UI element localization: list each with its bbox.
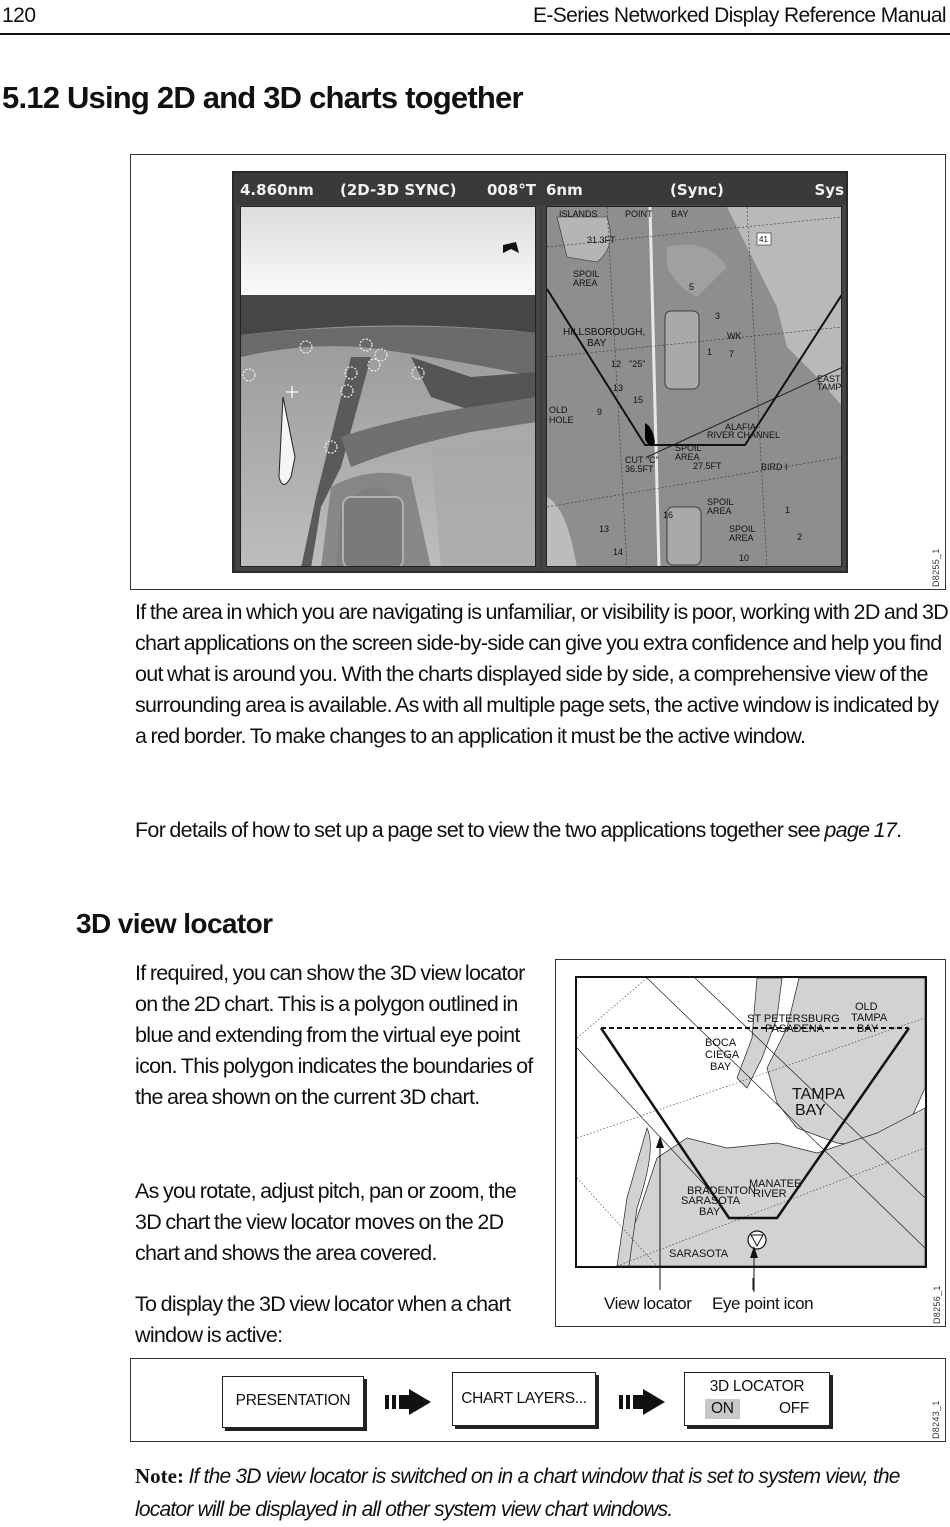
svg-text:"25": "25"	[629, 359, 646, 369]
svg-text:TAMP: TAMP	[817, 382, 842, 392]
label-boca: BOCA	[705, 1037, 737, 1049]
svg-text:15: 15	[633, 395, 644, 405]
display-screenshot	[232, 171, 848, 573]
pane-3d-status-bar	[236, 175, 540, 205]
svg-text:WK: WK	[727, 331, 742, 341]
label-pasadena: PASADENA	[765, 1023, 825, 1035]
svg-text:12: 12	[611, 359, 622, 369]
3d-locator-toggle-softkey[interactable]	[684, 1372, 830, 1426]
svg-text:3: 3	[715, 311, 721, 321]
figure-code: D8255_1	[931, 548, 941, 587]
svg-text:10: 10	[739, 553, 750, 563]
svg-text:36.5FT: 36.5FT	[625, 464, 654, 474]
label-sarasota-bay: SARASOTA	[681, 1195, 741, 1207]
route-marker-41: 41	[759, 235, 768, 244]
label-sarasota: SARASOTA	[669, 1248, 729, 1260]
locator-paragraph-2: As you rotate, adjust pitch, pan or zoom, the 3D chart the view locator moves on the 2D chart and shows the area covered.	[135, 1179, 517, 1265]
system-view-label: Sys	[814, 181, 844, 199]
svg-text:AREA: AREA	[707, 506, 732, 516]
chart-3d-view[interactable]	[240, 206, 536, 567]
label-boca-bay: BAY	[710, 1061, 732, 1073]
presentation-softkey-label: PRESENTATION	[235, 1392, 351, 1409]
chart-layers-softkey-label: CHART LAYERS...	[461, 1390, 587, 1407]
svg-text:BAY: BAY	[587, 338, 607, 349]
pane-3d-chart	[236, 175, 540, 571]
heading-readout: 008°T	[486, 181, 536, 199]
figure-code: D8243_1	[931, 1400, 941, 1439]
svg-text:13: 13	[613, 383, 624, 393]
svg-text:14: 14	[613, 547, 624, 557]
svg-text:27.5FT: 27.5FT	[693, 461, 722, 471]
section-title: 5.12 Using 2D and 3D charts together	[2, 80, 523, 115]
figure-code: D8256_1	[932, 1285, 942, 1324]
period: .	[896, 818, 902, 842]
range-readout: 4.860nm	[240, 181, 314, 199]
subsection-title: 3D view locator	[76, 908, 273, 939]
callout-view-locator: View locator	[604, 1294, 692, 1313]
range-readout: 6nm	[546, 181, 583, 199]
page-number: 120	[2, 4, 36, 27]
note	[135, 1461, 935, 1527]
svg-text:AREA: AREA	[675, 452, 700, 462]
svg-text:2: 2	[797, 532, 803, 542]
svg-text:ALAFIA: ALAFIA	[725, 422, 757, 432]
arrow-right-icon	[385, 1389, 431, 1415]
label-tampa-bay: TAMPA	[792, 1086, 845, 1103]
note-text: If the 3D view locator is switched on in a chart window that is set to system view, the locator will be displayed in all other system view chart windows.	[135, 1465, 900, 1521]
intro-paragraph: If the area in which you are navigating is unfamiliar, or visibility is poor, working with 2D and 3D chart applications on the screen side-by-side can give you extra confidence and help you find out what is around you. With the charts displayed side by side, a comprehensive view of the surrounding area is available. As with all multiple page sets, the active window is indicated by a red border. To make changes to an application it must be the active window.	[135, 600, 949, 748]
header-divider	[0, 33, 950, 35]
manual-title: E-Series Networked Display Reference Manual	[532, 4, 946, 27]
svg-text:POINT: POINT	[625, 209, 653, 219]
svg-text:13: 13	[599, 524, 610, 534]
callout-eye-point-icon: Eye point icon	[712, 1294, 814, 1313]
svg-text:5: 5	[689, 282, 695, 292]
label-bradenton: BRADENTON	[687, 1185, 756, 1197]
svg-text:CUT "C": CUT "C"	[625, 455, 659, 465]
toggle-option-on[interactable]: ON	[705, 1399, 740, 1419]
svg-text:SPOIL: SPOIL	[675, 443, 702, 453]
svg-text:BIRD I: BIRD I	[761, 462, 788, 472]
svg-text:HILLSBOROUGH,: HILLSBOROUGH,	[563, 327, 646, 338]
svg-text:HOLE: HOLE	[549, 415, 574, 425]
label-river: RIVER	[753, 1188, 787, 1200]
sync-mode-label: (Sync)	[670, 181, 724, 199]
presentation-softkey[interactable]	[222, 1376, 364, 1428]
intro-paragraph-2	[135, 815, 925, 846]
svg-text:31.3FT: 31.3FT	[587, 235, 616, 245]
label-bay: BAY	[857, 1023, 879, 1035]
svg-text:AREA: AREA	[729, 533, 754, 543]
svg-text:SPOIL: SPOIL	[573, 269, 600, 279]
arrow-right-icon	[619, 1389, 665, 1415]
3d-locator-label: 3D LOCATOR	[709, 1378, 805, 1395]
label-manatee: MANATEE	[749, 1178, 802, 1190]
svg-text:BAY: BAY	[671, 209, 689, 219]
svg-text:OLD: OLD	[549, 405, 568, 415]
sync-mode-label: (2D-3D SYNC)	[340, 181, 457, 199]
svg-text:ISLANDS: ISLANDS	[559, 209, 598, 219]
svg-text:1: 1	[785, 505, 791, 515]
label-sarasota-bay-2: BAY	[699, 1206, 721, 1218]
eye-point-leader	[746, 1244, 762, 1294]
svg-text:1: 1	[707, 347, 713, 357]
svg-text:16: 16	[663, 510, 674, 520]
page-17-link[interactable]: page 17	[824, 818, 897, 842]
3d-terrain-render	[241, 207, 536, 567]
pane-2d-status-bar	[542, 175, 846, 205]
locator-paragraph-1: If required, you can show the 3D view locator on the 2D chart. This is a polygon outlined in blue and extending from the virtual eye point icon. This polygon indicates the boundaries of the area shown on the current 3D chart.	[135, 961, 533, 1109]
svg-text:EAST: EAST	[817, 374, 841, 384]
chart-layers-softkey[interactable]	[452, 1372, 596, 1426]
note-label: Note:	[135, 1464, 184, 1488]
toggle-option-off[interactable]: OFF	[779, 1400, 810, 1417]
intro-paragraph-2-text: For details of how to set up a page set to view the two applications together see	[135, 818, 825, 842]
2d-nautical-chart	[547, 207, 842, 567]
label-ciega: CIEGA	[705, 1049, 740, 1061]
locator-paragraph-3: To display the 3D view locator when a chart window is active:	[135, 1292, 511, 1347]
pane-2d-chart	[542, 175, 846, 571]
label-old: OLD	[855, 1001, 878, 1013]
svg-text:7: 7	[729, 349, 735, 359]
label-tampa: TAMPA	[851, 1012, 888, 1024]
chart-2d-view[interactable]	[546, 206, 842, 567]
label-st-petersburg: ST PETERSBURG	[747, 1013, 840, 1025]
svg-text:RIVER CHANNEL: RIVER CHANNEL	[707, 430, 781, 440]
svg-text:9: 9	[597, 407, 603, 417]
svg-text:SPOIL: SPOIL	[729, 524, 756, 534]
svg-text:SPOIL: SPOIL	[707, 497, 734, 507]
svg-text:AREA: AREA	[573, 278, 598, 288]
label-tampa-bay-2: BAY	[795, 1102, 826, 1119]
